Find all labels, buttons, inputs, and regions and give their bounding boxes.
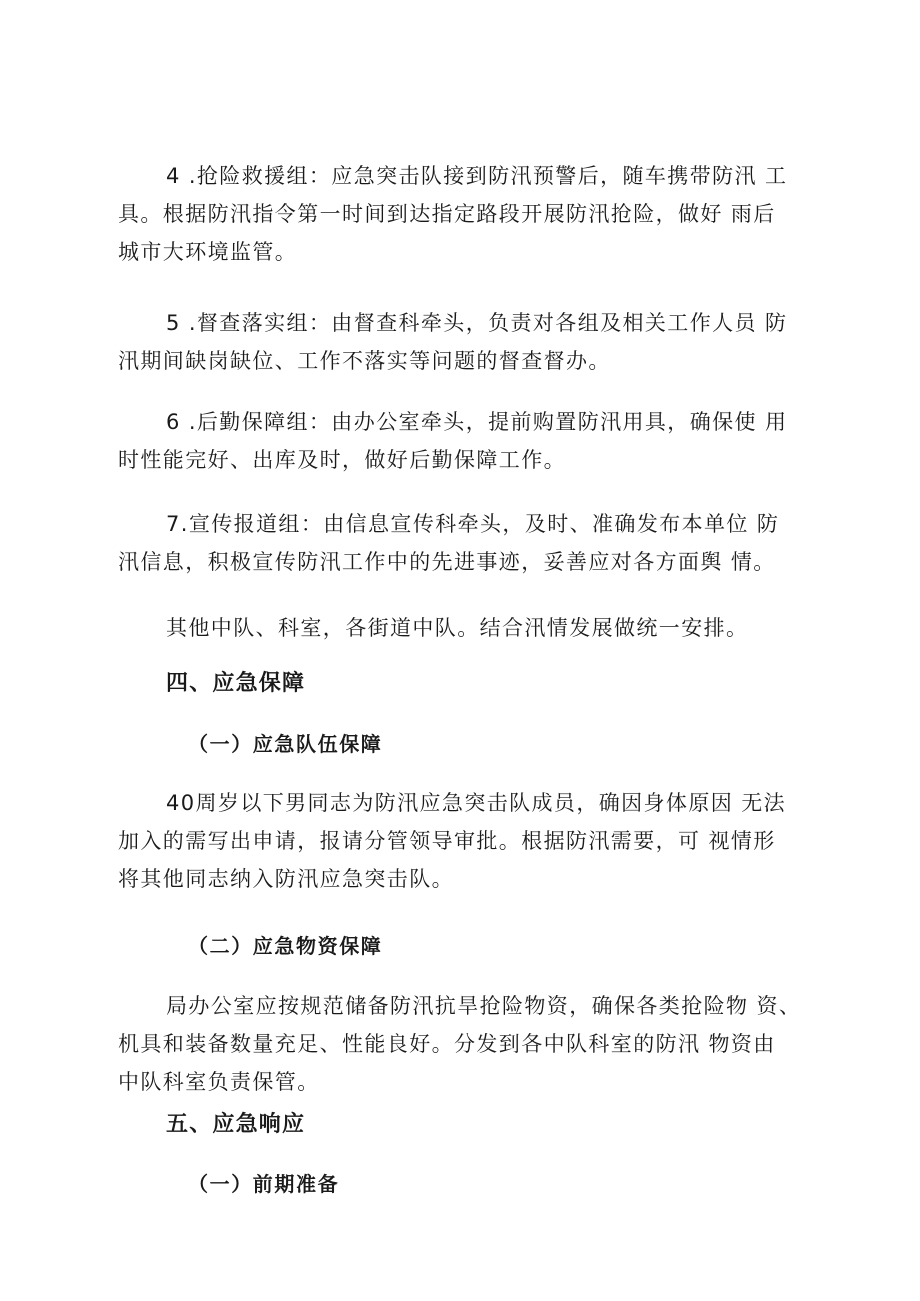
text-line: 6 .后勤保障组：由办公室牵头，提前购置防汛用具，确保使 用 <box>166 410 788 434</box>
text-line: 机具和装备数量充足、性能良好。分发到各中队科室的防汛 物资由 <box>118 1032 776 1056</box>
paragraph-publicity-group <box>118 505 808 581</box>
subsection-heading-team-support: （一）应急队伍保障 <box>188 732 383 756</box>
text-line: 4 .抢险救援组：应急突击队接到防汛预警后，随车携带防汛 工 <box>166 164 788 188</box>
subsection-heading-preparation: （一）前期准备 <box>188 1172 340 1196</box>
text-line: 汛信息，积极宣传防汛工作中的先进事迹，妥善应对各方面舆 情。 <box>118 550 776 574</box>
text-line: 具。根据防汛指令第一时间到达指定路段开展防汛抢险，做好 雨后 <box>118 202 776 226</box>
text-line: 5 .督查落实组：由督查科牵头，负责对各组及相关工作人员 防 <box>166 311 788 335</box>
text-line: 加入的需写出申请，报请分管领导审批。根据防汛需要，可 视情形 <box>118 829 776 853</box>
text-line: 中队科室负责保管。 <box>118 1070 320 1094</box>
paragraph-team-support <box>118 784 808 898</box>
text-line: 时性能完好、出库及时，做好后勤保障工作。 <box>118 448 566 472</box>
paragraph-rescue-group <box>118 157 808 271</box>
text-line: 汛期间缺岗缺位、工作不落实等问题的督查督办。 <box>118 349 611 373</box>
text-line: 将其他同志纳入防汛应急突击队。 <box>118 867 454 891</box>
text-line: 7.宣传报道组：由信息宣传科牵头，及时、准确发布本单位 防 <box>166 512 780 536</box>
paragraph-supervision-group <box>118 304 808 380</box>
text-line: 40周岁以下男同志为防汛应急突击队成员，确因身体原因 无法 <box>166 791 786 815</box>
section-heading-emergency-response: 五、应急响应 <box>166 1112 306 1137</box>
text-line: 其他中队、科室，各街道中队。结合汛情发展做统一安排。 <box>166 616 749 640</box>
text-line: 局办公室应按规范储备防汛抗旱抢险物资，确保各类抢险物 资、 <box>166 994 802 1018</box>
section-heading-emergency-support: 四、应急保障 <box>166 671 306 696</box>
text-line: 城市大环境监管。 <box>118 240 298 264</box>
paragraph-material-support <box>118 987 808 1101</box>
paragraph-logistics-group <box>118 403 808 479</box>
subsection-heading-material-support: （二）应急物资保障 <box>188 934 383 958</box>
paragraph-other-units <box>118 609 808 647</box>
